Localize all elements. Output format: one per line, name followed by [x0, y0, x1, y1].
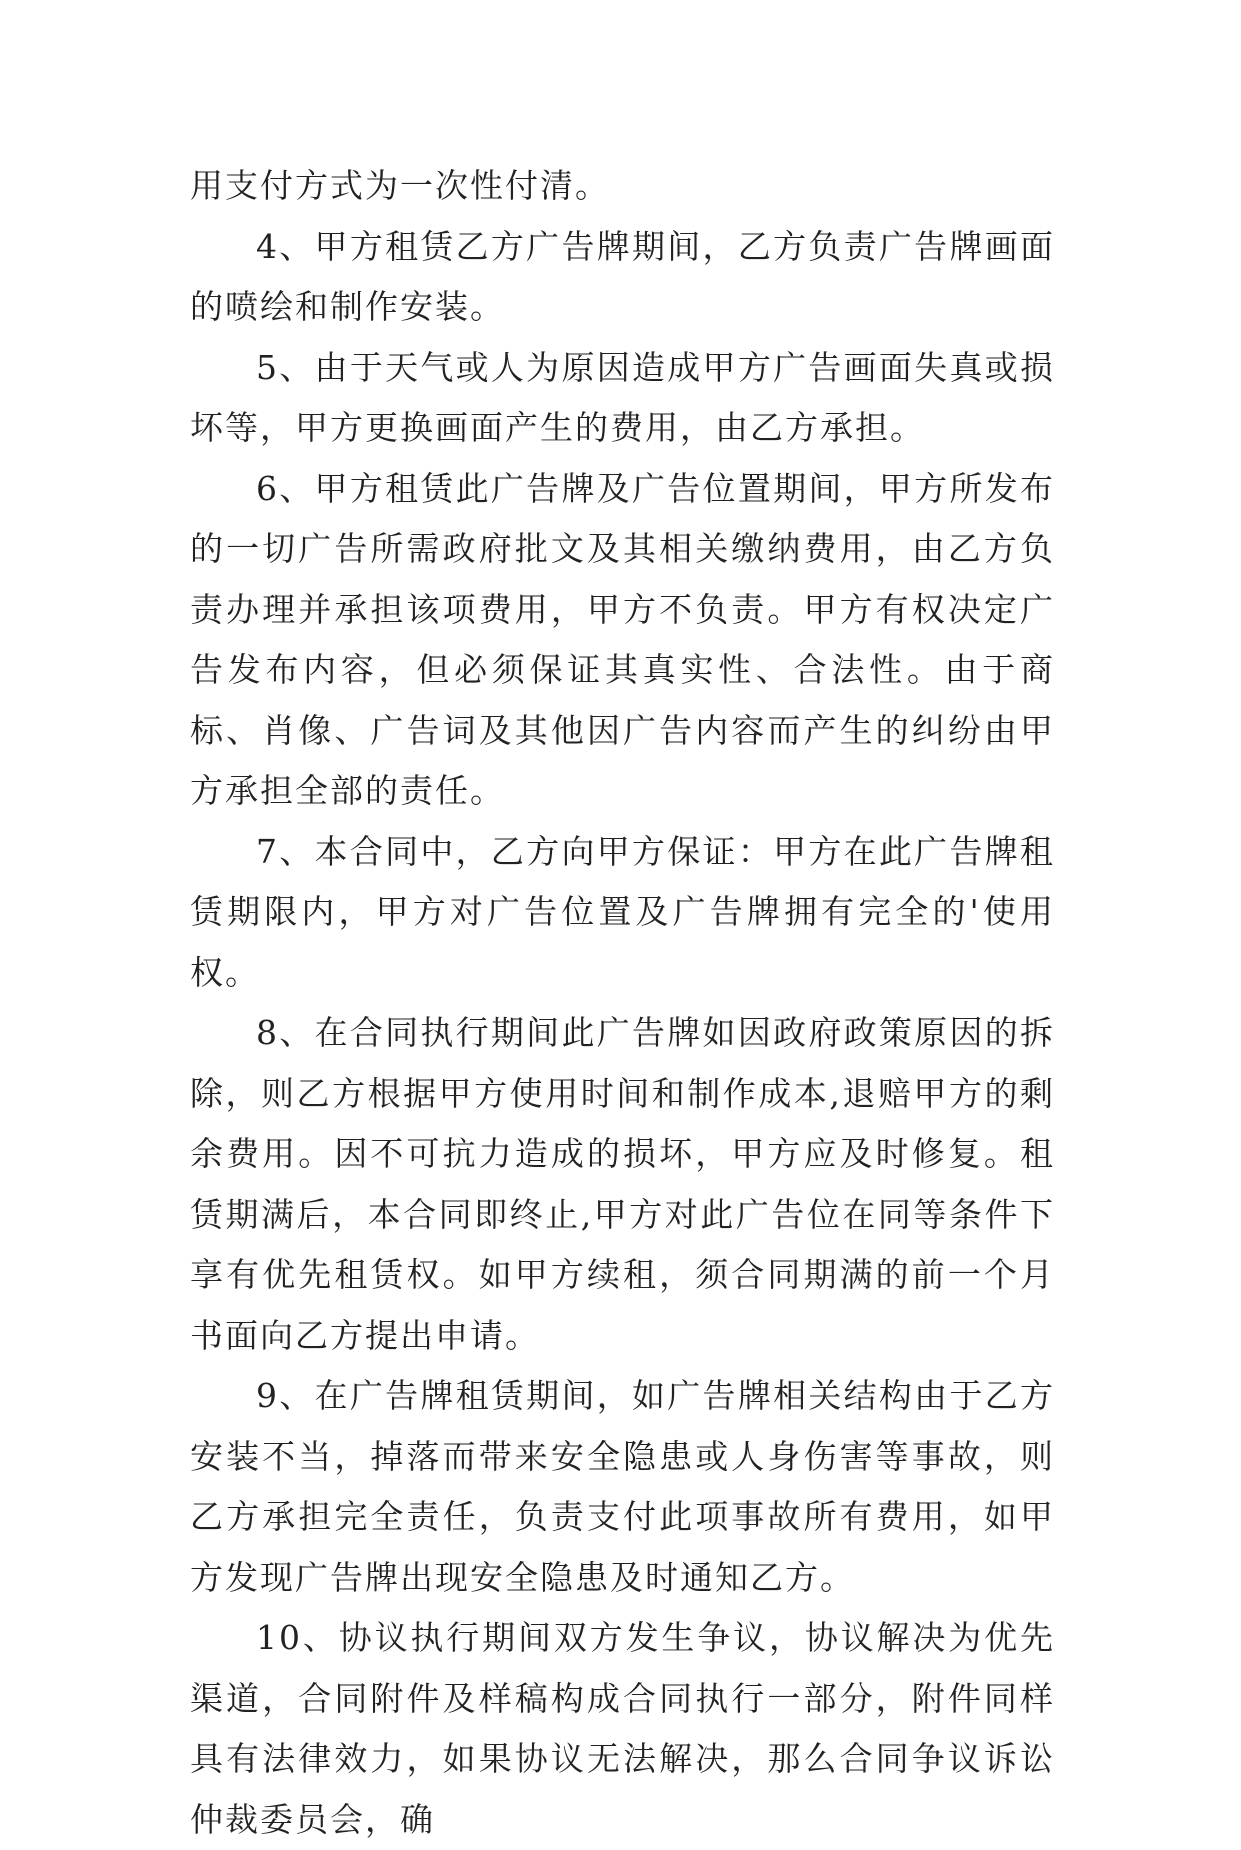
document-body	[190, 156, 1055, 1850]
paragraph-clause-10: 10、协议执行期间双方发生争议，协议解决为优先渠道，合同附件及样稿构成合同执行一部分，附件同样具有法律效力，如果协议无法解决，那么合同争议诉讼仲裁委员会，确	[190, 1618, 1055, 1839]
paragraph-clause-9: 9、在广告牌租赁期间，如广告牌相关结构由于乙方安装不当，掉落而带来安全隐患或人身伤害等事故，则乙方承担完全责任，负责支付此项事故所有费用，如甲方发现广告牌出现安全隐患及时通知乙方。	[190, 1376, 1055, 1597]
paragraph-clause-6: 6、甲方租赁此广告牌及广告位置期间，甲方所发布的一切广告所需政府批文及其相关缴纳费用，由乙方负责办理并承担该项费用，甲方不负责。甲方有权决定广告发布内容，但必须保证其真实性、合法性。由于商标、肖像、广告词及其他因广告内容而产生的纠纷由甲方承担全部的责任。	[190, 468, 1055, 810]
paragraph-clause-8: 8、在合同执行期间此广告牌如因政府政策原因的拆除，则乙方根据甲方使用时间和制作成本,退赔甲方的剩余费用。因不可抗力造成的损坏，甲方应及时修复。租赁期满后，本合同即终止,甲方对此广告位在同等条件下享有优先租赁权。如甲方续租，须合同期满的前一个月书面向乙方提出申请。	[190, 1013, 1055, 1355]
paragraph-clause-4: 4、甲方租赁乙方广告牌期间，乙方负责广告牌画面的喷绘和制作安装。	[190, 226, 1055, 326]
paragraph-clause-7: 7、本合同中，乙方向甲方保证：甲方在此广告牌租赁期限内，甲方对广告位置及广告牌拥有完全的'使用权。	[190, 831, 1055, 992]
paragraph-clause-5: 5、由于天气或人为原因造成甲方广告画面失真或损坏等，甲方更换画面产生的费用，由乙方承担。	[190, 347, 1055, 447]
paragraph-continuation: 用支付方式为一次性付清。	[190, 166, 610, 205]
